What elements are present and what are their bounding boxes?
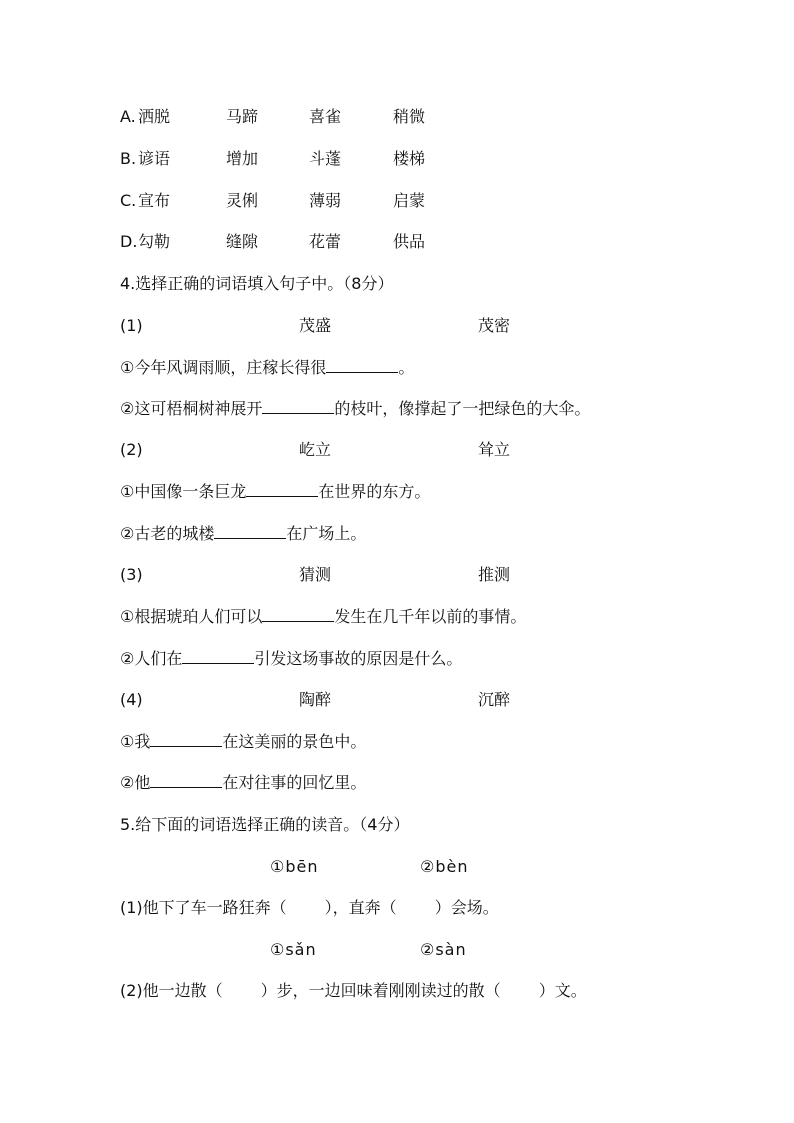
group-1-number: (1) <box>120 316 143 335</box>
option-d-word-2: 缝隙 <box>226 232 259 251</box>
option-a-word-3: 喜雀 <box>309 107 342 126</box>
group-4-sentence-2 <box>120 772 366 794</box>
sentence-text: ②这可梧桐树神展开 <box>120 399 263 418</box>
option-d-word-3: 花蕾 <box>309 232 342 251</box>
group-4-word-1: 陶醉 <box>299 690 332 709</box>
question-4-title: 4.选择正确的词语填入句子中。（8分） <box>120 274 394 293</box>
group-2-sentence-2 <box>120 523 366 545</box>
sentence-text: 的枝叶，像撑起了一把绿色的大伞。 <box>334 399 591 418</box>
pinyin-option-1b: ②bèn <box>420 857 469 876</box>
option-d-word-4: 供品 <box>393 232 426 251</box>
option-b-word-3: 斗蓬 <box>309 149 342 168</box>
answer-blank[interactable] <box>262 399 334 414</box>
option-d-word-1: 勾勒 <box>138 232 171 251</box>
option-b-word-2: 增加 <box>226 149 259 168</box>
sentence-text: 在这美丽的景色中。 <box>222 732 367 751</box>
pinyin-option-1a: ①bēn <box>270 857 319 876</box>
sentence-text: (1)他下了车一路狂奔（ <box>120 898 287 917</box>
group-4-sentence-1 <box>120 731 366 753</box>
sentence-text: ①中国像一条巨龙 <box>120 482 247 501</box>
answer-blank[interactable] <box>214 524 286 539</box>
option-c-word-3: 薄弱 <box>309 191 342 210</box>
sentence-text: 在对往事的回忆里。 <box>222 773 367 792</box>
option-a-word-4: 稍微 <box>393 107 426 126</box>
sentence-text: (2)他一边散（ <box>120 981 223 1000</box>
answer-blank[interactable] <box>150 773 222 788</box>
question-5-title: 5.给下面的词语选择正确的读音。（4分） <box>120 815 410 834</box>
sentence-text: ），直奔（ <box>324 898 397 917</box>
q5-sentence-2 <box>120 980 587 1002</box>
sentence-text: 在世界的东方。 <box>318 482 431 501</box>
option-c-letter: C. <box>120 191 137 210</box>
option-a-word-1: 洒脱 <box>138 107 171 126</box>
answer-blank[interactable] <box>246 482 318 497</box>
pinyin-option-2a: ①sǎn <box>270 940 317 959</box>
q5-sentence-1 <box>120 897 499 919</box>
group-3-word-2: 推测 <box>478 565 511 584</box>
sentence-text: ②他 <box>120 773 151 792</box>
sentence-text: ）会场。 <box>434 898 499 917</box>
answer-blank[interactable] <box>182 649 254 664</box>
option-b-letter: B. <box>120 149 137 168</box>
sentence-text: ②人们在 <box>120 649 183 668</box>
option-c-word-2: 灵俐 <box>226 191 259 210</box>
option-a-word-2: 马蹄 <box>226 107 259 126</box>
group-3-word-1: 猜测 <box>299 565 332 584</box>
pinyin-option-2b: ②sàn <box>420 940 467 959</box>
sentence-text: 在广场上。 <box>286 524 367 543</box>
sentence-text: ①根据琥珀人们可以 <box>120 607 263 626</box>
answer-blank[interactable] <box>262 607 334 622</box>
group-3-sentence-1 <box>120 606 526 628</box>
answer-blank[interactable] <box>150 732 222 747</box>
sentence-text: ）步，一边回味着刚刚读过的散（ <box>260 981 501 1000</box>
sentence-text: ）文。 <box>538 981 587 1000</box>
group-1-sentence-1 <box>120 357 414 379</box>
option-a-letter: A. <box>120 107 136 126</box>
option-d-letter: D. <box>120 232 138 251</box>
group-2-sentence-1 <box>120 481 430 503</box>
group-2-word-1: 屹立 <box>299 440 332 459</box>
option-b-word-1: 谚语 <box>138 149 171 168</box>
group-3-number: (3) <box>120 565 143 584</box>
sentence-text: 。 <box>398 358 415 377</box>
option-c-word-4: 启蒙 <box>393 191 426 210</box>
sentence-text: ②古老的城楼 <box>120 524 215 543</box>
group-1-word-1: 茂盛 <box>299 316 332 335</box>
group-1-sentence-2 <box>120 398 590 420</box>
sentence-text: 发生在几千年以前的事情。 <box>334 607 527 626</box>
group-2-number: (2) <box>120 440 143 459</box>
answer-blank[interactable] <box>326 358 398 373</box>
sentence-text: ①我 <box>120 732 151 751</box>
group-4-number: (4) <box>120 690 143 709</box>
group-3-sentence-2 <box>120 648 462 670</box>
option-c-word-1: 宣布 <box>138 191 171 210</box>
option-b-word-4: 楼梯 <box>393 149 426 168</box>
sentence-text: 引发这场事故的原因是什么。 <box>254 649 463 668</box>
sentence-text: ①今年风调雨顺，庄稼长得很 <box>120 358 327 377</box>
group-2-word-2: 耸立 <box>478 440 511 459</box>
group-4-word-2: 沉醉 <box>478 690 511 709</box>
group-1-word-2: 茂密 <box>478 316 511 335</box>
